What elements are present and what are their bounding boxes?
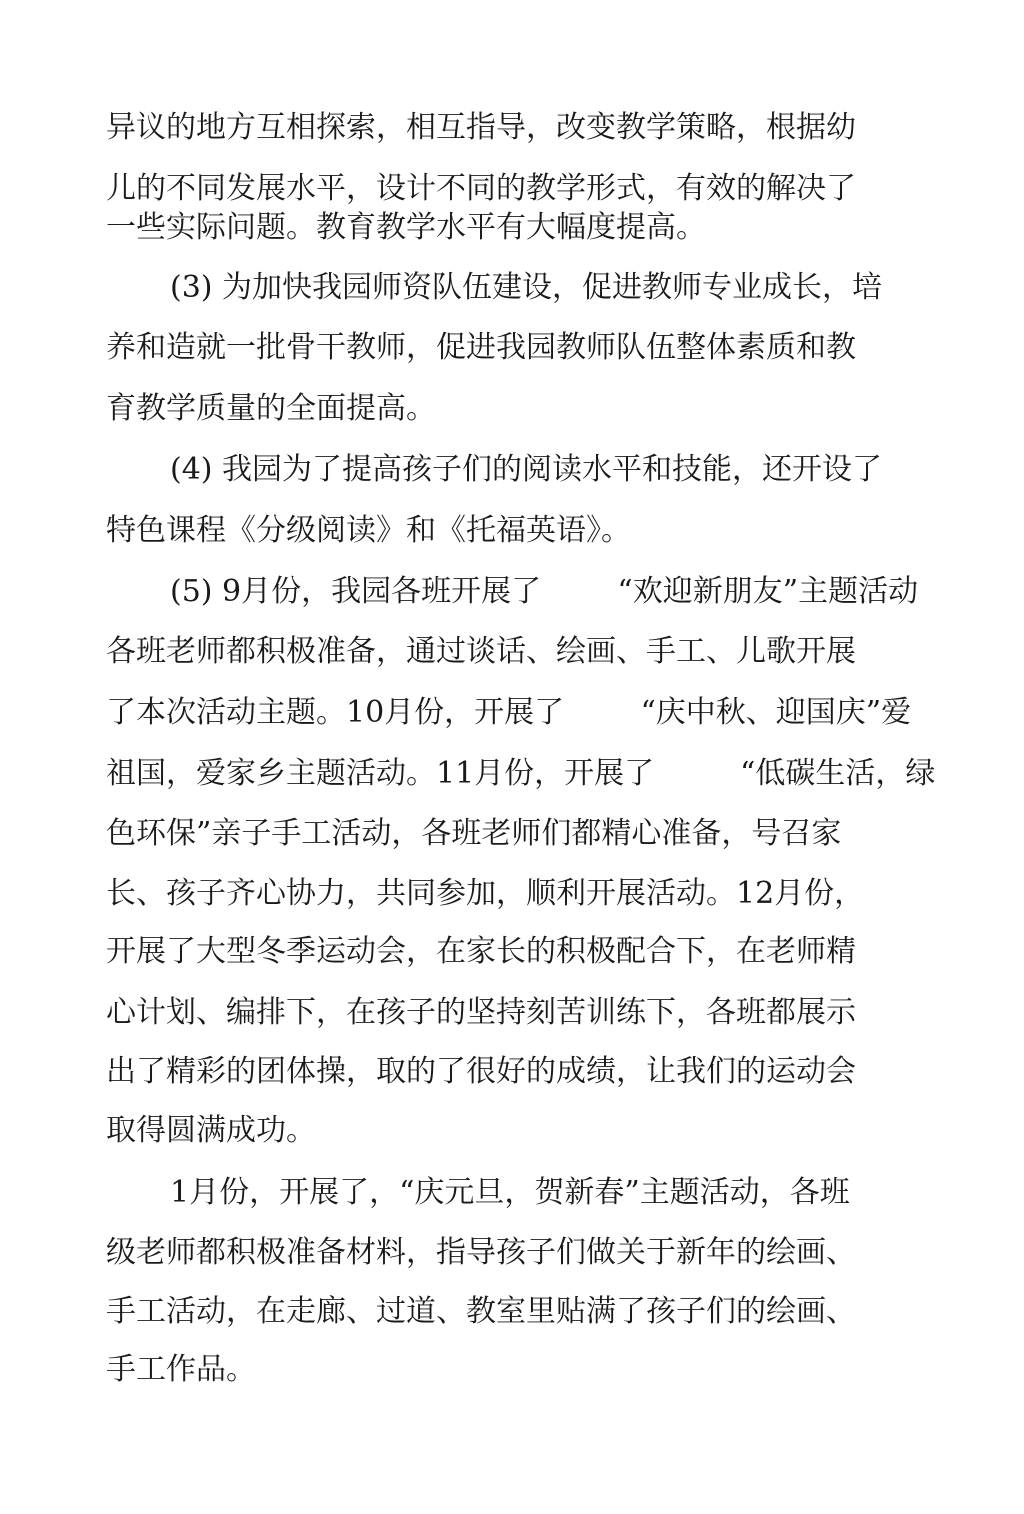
text-line: 心计划、编排下，在孩子的坚持刻苦训练下，各班都展示 (106, 995, 856, 1030)
text-line: 级老师都积极准备材料，指导孩子们做关于新年的绘画、 (106, 1235, 856, 1270)
text-line: 手工活动，在走廊、过道、教室里贴满了孩子们的绘画、 (106, 1294, 856, 1329)
text-line: (4) 我园为了提高孩子们的阅读水平和技能，还开设了 (170, 452, 883, 487)
text-line: (3) 为加快我园师资队伍建设，促进教师专业成长，培 (170, 270, 883, 305)
text-line: 祖国，爱家乡主题活动。11月份，开展了 “低碳生活，绿 (106, 756, 936, 791)
text-line: 异议的地方互相探索，相互指导，改变教学策略，根据幼 (106, 110, 856, 145)
text-line: 手工作品。 (106, 1352, 256, 1387)
text-line: 开展了大型冬季运动会，在家长的积极配合下，在老师精 (106, 934, 856, 969)
text-line: 色环保”亲子手工活动，各班老师们都精心准备，号召家 (106, 816, 842, 851)
text-line: 特色课程《分级阅读》和《托福英语》。 (106, 513, 631, 548)
text-line: 取得圆满成功。 (106, 1113, 316, 1148)
text-line: 一些实际问题。教育教学水平有大幅度提高。 (106, 210, 706, 245)
text-line: 1月份，开展了，“庆元旦，贺新春”主题活动，各班 (170, 1175, 850, 1210)
text-line: 各班老师都积极准备，通过谈话、绘画、手工、儿歌开展 (106, 634, 856, 669)
text-line: 长、孩子齐心协力，共同参加，顺利开展活动。12月份， (106, 876, 865, 911)
text-line: 出了精彩的团体操，取的了很好的成绩，让我们的运动会 (106, 1054, 856, 1089)
text-line: 养和造就一批骨干教师，促进我园教师队伍整体素质和教 (106, 330, 856, 365)
text-line: 儿的不同发展水平，设计不同的教学形式，有效的解决了 (106, 171, 856, 206)
text-line: (5) 9月份，我园各班开展了 “欢迎新朋友”主题活动 (170, 574, 919, 609)
text-line: 育教学质量的全面提高。 (106, 391, 436, 426)
text-line: 了本次活动主题。10月份，开展了 “庆中秋、迎国庆”爱 (106, 695, 912, 730)
